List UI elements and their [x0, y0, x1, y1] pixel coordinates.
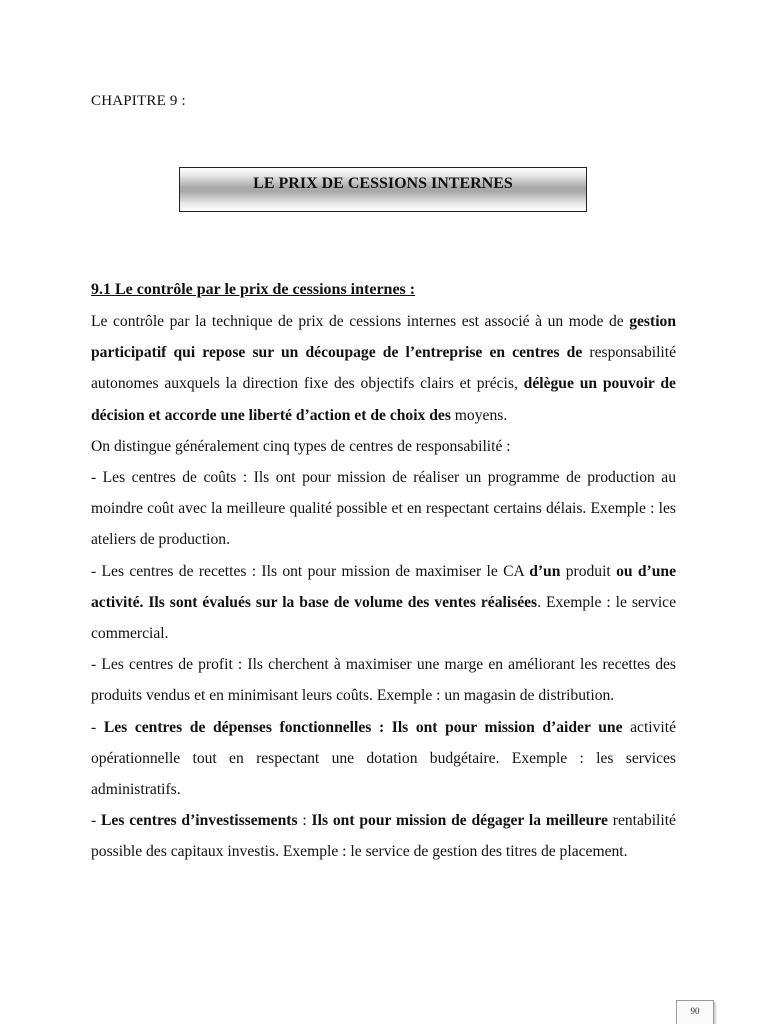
paragraph-revenue-bold: d’un: [529, 562, 561, 580]
paragraph-investment-bold: Les centres d’investissements: [101, 812, 298, 830]
paragraph-intro-bold: gestion participatif qui repose sur un découpage de l’entreprise en centres de: [91, 313, 676, 362]
paragraph-investment-bold: Ils ont pour mission de dégager la meilleure: [311, 812, 608, 830]
page-number-box: [676, 1000, 714, 1024]
paragraph-revenue-centers: [91, 556, 676, 650]
paragraph-intro-part: responsabilité autonomes auxquels la direction fixe des objectifs clairs et précis,: [91, 344, 676, 393]
paragraph-profit-centers: - Les centres de profit : Ils cherchent à maximiser une marge en améliorant les recettes des produits vendus et en minimisant leurs coûts. Exemple : un magasin de distribution.: [91, 656, 676, 705]
paragraph-intro: [91, 306, 676, 431]
paragraph-expense-centers: [91, 712, 676, 806]
paragraph-revenue-part: produit: [560, 562, 617, 580]
paragraph-revenue-part: . Exemple : le service commercial.: [91, 593, 677, 643]
paragraph-intro-part: Le contrôle par la technique de prix de cessions internes est associé à un mode de: [91, 313, 630, 330]
paragraph-investment-part: -: [91, 812, 102, 830]
chapter-title-box: [179, 167, 587, 212]
paragraph-types-intro: On distingue généralement cinq types de centres de responsabilité :: [91, 437, 511, 455]
section-content: [91, 278, 676, 868]
section-heading: 9.1 Le contrôle par le prix de cessions internes :: [91, 281, 416, 298]
paragraph-expense-part: activité opérationnelle tout en respectant une dotation budgétaire. Exemple : les services administratifs.: [91, 718, 677, 799]
paragraph-investment-part: rentabilité possible des capitaux investis. Exemple : le service de gestion des titres de placement.: [91, 812, 676, 861]
chapter-title: LE PRIX DE CESSIONS INTERNES: [253, 175, 513, 192]
paragraph-cost-centers: - Les centres de coûts : Ils ont pour mission de réaliser un programme de production au moindre coût avec la meilleure qualité possible et en respectant certains délais. Exemple : les ateliers de production.: [91, 469, 676, 549]
paragraph-expense-part: -: [91, 718, 104, 736]
chapter-label: CHAPITRE 9 :: [91, 93, 186, 109]
paragraph-investment-part: :: [297, 812, 312, 830]
paragraph-intro-bold: délègue un pouvoir de décision et accorde une liberté d’action et de choix des: [91, 375, 676, 424]
paragraph-revenue-bold: ou d’une activité. Ils sont évalués sur la base de volume des ventes réalisées: [91, 562, 677, 611]
paragraph-revenue-part: - Les centres de recettes : Ils ont pour mission de maximiser le CA: [91, 562, 530, 580]
paragraph-intro-part: moyens.: [450, 406, 508, 424]
paragraph-expense-bold: Les centres de dépenses fonctionnelles : Ils ont pour mission d’aider une: [103, 718, 623, 736]
page-number: 90: [690, 1006, 700, 1016]
paragraph-investment-centers: [91, 805, 676, 867]
